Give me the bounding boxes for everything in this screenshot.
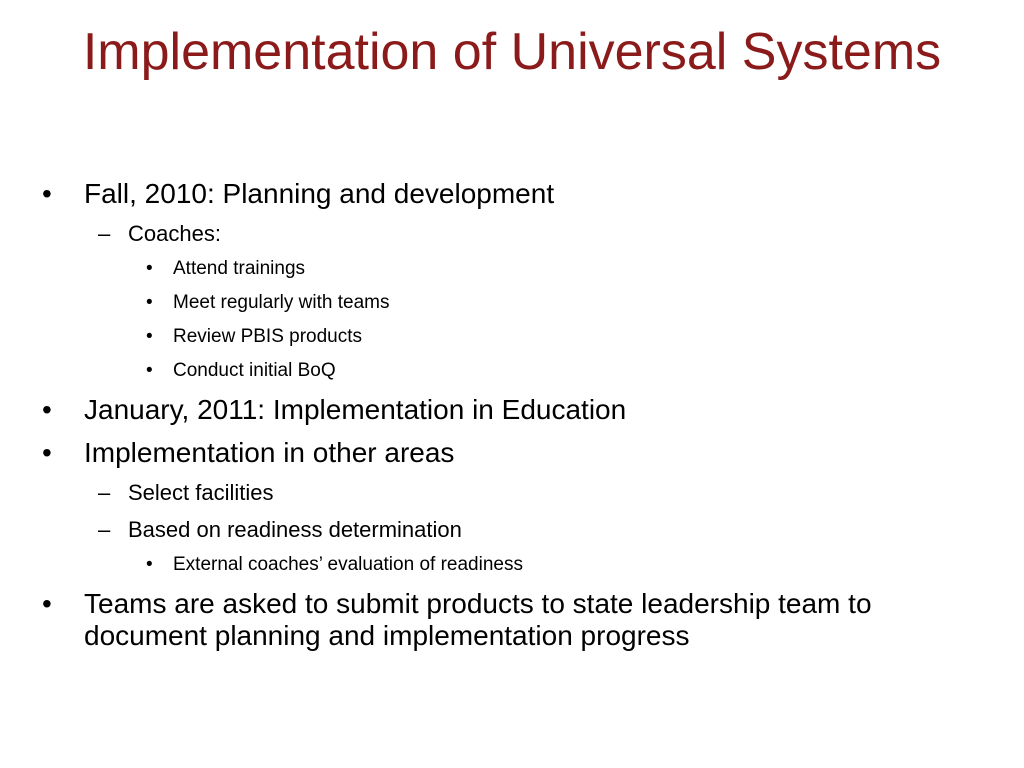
bullet-marker: • [42, 437, 52, 468]
sub-bullet-item [42, 517, 972, 543]
sub-sub-bullet-text: Meet regularly with teams [173, 292, 390, 313]
sub-bullet-item [42, 221, 972, 247]
dash-marker: – [98, 480, 111, 505]
sub-sub-bullet-text: Attend trainings [173, 258, 306, 279]
bullet-item [42, 178, 972, 210]
bullet-text: January, 2011: Implementation in Education [84, 394, 627, 425]
bullet-marker: • [146, 554, 153, 575]
sub-bullet-text: Based on readiness determination [128, 517, 462, 542]
sub-sub-bullet-text: External coaches’ evaluation of readiness [173, 554, 523, 575]
sub-sub-bullet-item [42, 554, 972, 576]
bullet-marker: • [42, 394, 52, 425]
dash-marker: – [98, 221, 111, 246]
sub-bullet-text: Coaches: [128, 221, 221, 246]
sub-sub-bullet-item [42, 292, 972, 314]
bullet-marker: • [146, 360, 153, 381]
bullet-marker: • [42, 178, 52, 209]
sub-bullet-text: Select facilities [128, 480, 274, 505]
sub-bullet-item [42, 480, 972, 506]
bullet-marker: • [146, 258, 153, 279]
sub-sub-bullet-text: Conduct initial BoQ [173, 360, 336, 381]
bullet-item [42, 394, 972, 426]
bullet-text: Fall, 2010: Planning and development [84, 178, 555, 209]
sub-sub-bullet-item [42, 360, 972, 382]
bullet-text: Implementation in other areas [84, 437, 455, 468]
bullet-marker: • [42, 588, 52, 619]
bullet-text: Teams are asked to submit products to state leadership team to document planning and implementation progress [84, 588, 872, 651]
sub-sub-bullet-item [42, 326, 972, 348]
bullet-list [42, 178, 972, 663]
bullet-item [42, 588, 972, 652]
bullet-item [42, 437, 972, 469]
dash-marker: – [98, 517, 111, 542]
bullet-marker: • [146, 292, 153, 313]
bullet-marker: • [146, 326, 153, 347]
slide-title: Implementation of Universal Systems [82, 23, 942, 81]
sub-sub-bullet-text: Review PBIS products [173, 326, 363, 347]
sub-sub-bullet-item [42, 258, 972, 280]
